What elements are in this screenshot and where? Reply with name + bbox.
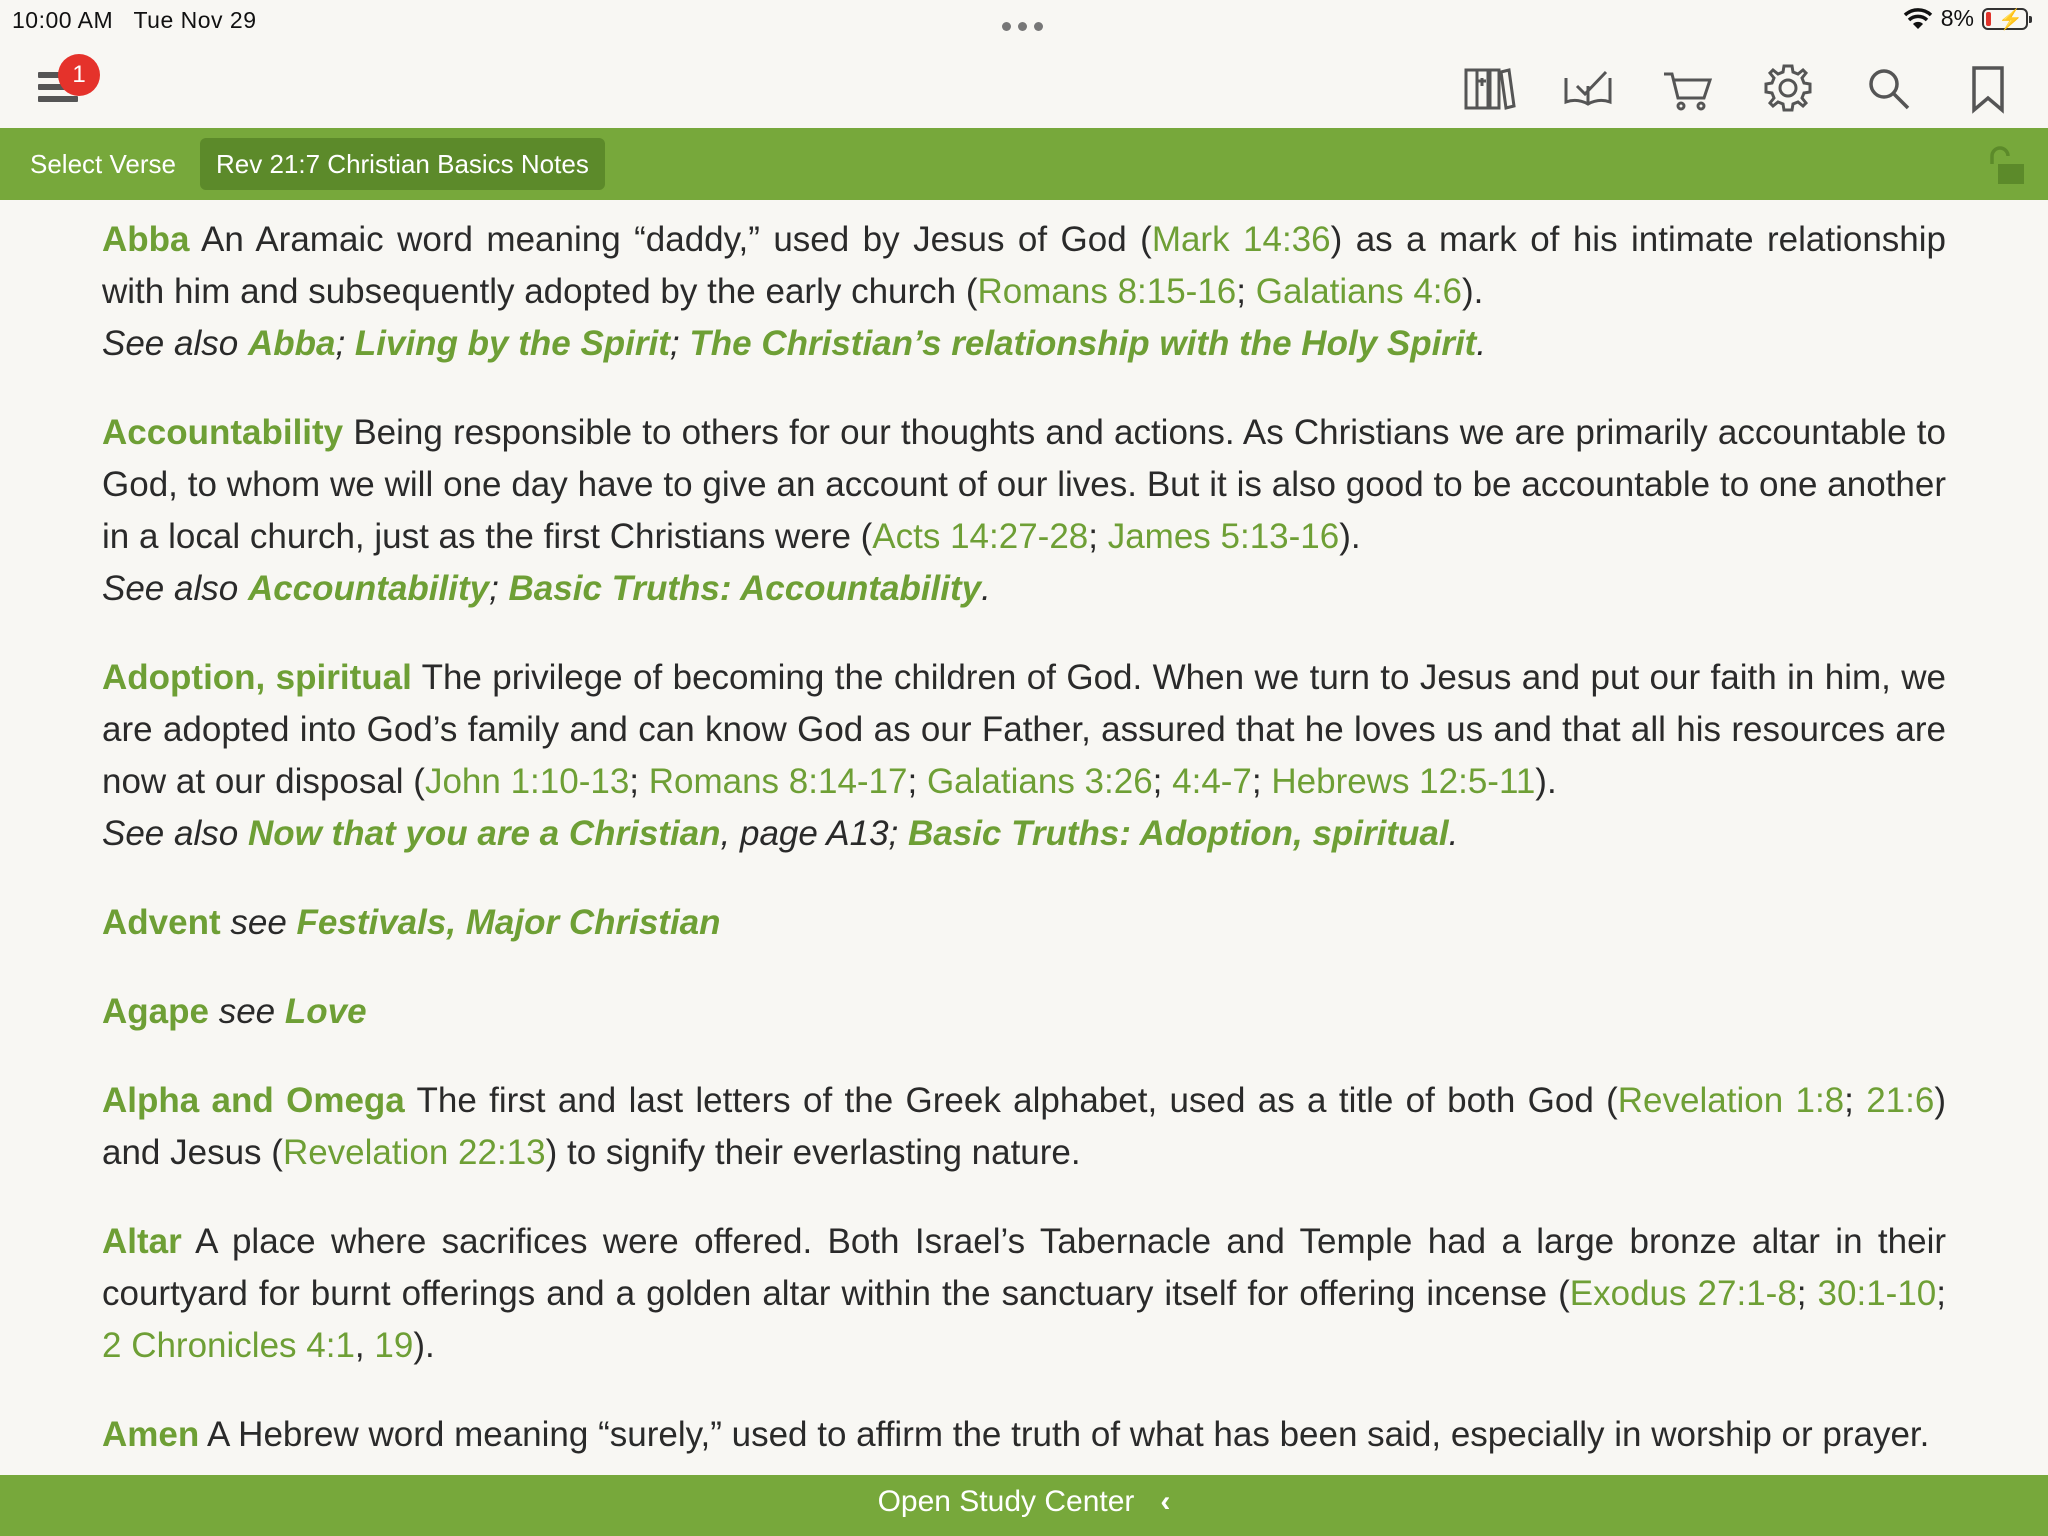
- status-time: 10:00 AM Tue Nov 29: [12, 7, 257, 33]
- entry-term[interactable]: Altar: [102, 1222, 182, 1261]
- scripture-link[interactable]: 21:6: [1866, 1081, 1935, 1120]
- toolbar: [0, 42, 2048, 128]
- gear-icon[interactable]: [1760, 60, 1816, 116]
- entry-term[interactable]: Advent: [102, 903, 221, 942]
- entry-term[interactable]: Abba: [102, 220, 190, 259]
- entry-alpha-and-omega: Alpha and Omega The first and last letters of the Greek alphabet, used as a title of both God (Revelation 1:8; 21:6) and Jesus (Revelation 22:13) to signify their everlasting nature.: [102, 1081, 1946, 1172]
- reading-plan-icon[interactable]: [1560, 60, 1616, 116]
- entry-term[interactable]: Alpha and Omega: [102, 1081, 405, 1120]
- scripture-link[interactable]: Mark 14:36: [1151, 220, 1331, 259]
- unlock-icon[interactable]: [1984, 144, 2028, 188]
- open-study-center-button[interactable]: Open Study Center ‹: [877, 1485, 1171, 1518]
- scripture-link[interactable]: John 1:10-13: [424, 762, 630, 801]
- bookmark-icon[interactable]: [1960, 60, 2016, 116]
- see-also-link[interactable]: Love: [284, 992, 367, 1031]
- scripture-link[interactable]: Revelation 22:13: [282, 1133, 546, 1172]
- entry-term[interactable]: Adoption, spiritual: [102, 658, 412, 697]
- cart-icon[interactable]: [1660, 60, 1716, 116]
- scripture-link[interactable]: Revelation 1:8: [1617, 1081, 1845, 1120]
- resource-tab[interactable]: Rev 21:7 Christian Basics Notes: [200, 138, 605, 190]
- see-also-link[interactable]: Basic Truths: Adoption, spiritual: [908, 814, 1449, 853]
- scripture-link[interactable]: Romans 8:14-17: [648, 762, 908, 801]
- status-indicators: [1903, 5, 2028, 32]
- see-also: See also Abba; Living by the Spirit; The Christian’s relationship with the Holy Spirit.: [102, 324, 1487, 363]
- scripture-link[interactable]: 2 Chronicles 4:1: [102, 1326, 355, 1365]
- see-also-link[interactable]: Now that you are a Christian: [247, 814, 721, 853]
- scripture-link[interactable]: Galatians 4:6: [1255, 272, 1462, 311]
- entry-term[interactable]: Agape: [102, 992, 209, 1031]
- scripture-link[interactable]: 19: [374, 1326, 414, 1365]
- see-also-link[interactable]: Abba: [247, 324, 336, 363]
- status-bar: [0, 0, 2048, 42]
- entry-term[interactable]: Amen: [102, 1415, 200, 1454]
- search-icon[interactable]: [1860, 60, 1916, 116]
- entry-agape: Agape see Love: [102, 992, 367, 1031]
- scripture-link[interactable]: Romans 8:15-16: [977, 272, 1237, 311]
- scripture-link[interactable]: Galatians 3:26: [926, 762, 1153, 801]
- chevron-left-icon: ‹: [1160, 1485, 1171, 1518]
- entry-amen: Amen A Hebrew word meaning “surely,” used to affirm the truth of what has been said, especially in worship or prayer.: [102, 1415, 1930, 1454]
- wifi-icon: [1903, 7, 1933, 31]
- study-center-bar[interactable]: [0, 1475, 2048, 1536]
- see-also: See also Now that you are a Christian, page A13; Basic Truths: Adoption, spiritual.: [102, 814, 1459, 853]
- entry-accountability: Accountability Being responsible to others for our thoughts and actions. As Christians we are primarily accountable to God, to whom we will one day have to give an account of our lives. But it is also good to be accountable to one another in a local church, just as the first Christians were (Acts 14:27-28; James 5:13-16). See also Accountability; Basic Truths: Accountability.: [102, 413, 1946, 608]
- library-icon[interactable]: [1460, 60, 1516, 116]
- battery-percent: 8%: [1940, 5, 1974, 31]
- scripture-link[interactable]: Hebrews 12:5-11: [1271, 762, 1536, 801]
- resource-nav-bar: [0, 128, 2048, 200]
- entry-term[interactable]: Accountability: [102, 413, 344, 452]
- entry-advent: Advent see Festivals, Major Christian: [102, 903, 721, 942]
- see-also-link[interactable]: Basic Truths: Accountability: [508, 569, 982, 608]
- multitasking-dots[interactable]: [1002, 22, 1043, 31]
- entry-abba: Abba An Aramaic word meaning “daddy,” used by Jesus of God (Mark 14:36) as a mark of his intimate relationship with him and subsequently adopted by the early church (Romans 8:15-16; Galatians 4:6). See also Abba; Living by the Spirit; The Christian’s relationship with the Holy Spirit.: [102, 220, 1946, 363]
- see-also-link[interactable]: Festivals, Major Christian: [296, 903, 721, 942]
- entry-adoption-spiritual: Adoption, spiritual The privilege of becoming the children of God. When we turn to Jesus and put our faith in him, we are adopted into God’s family and can know God as our Father, assured that he loves us and that all his resources are now at our disposal (John 1:10-13; Romans 8:14-17; Galatians 3:26; 4:4-7; Hebrews 12:5-11). See also Now that you are a Christian, page A13; Basic Truths: Adoption, spiritual.: [102, 658, 1946, 853]
- scripture-link[interactable]: James 5:13-16: [1107, 517, 1340, 556]
- see-also-link[interactable]: Accountability: [247, 569, 490, 608]
- select-verse-button[interactable]: Select Verse: [30, 149, 176, 179]
- scripture-link[interactable]: Acts 14:27-28: [872, 517, 1089, 556]
- see-also: See also Accountability; Basic Truths: Accountability.: [102, 569, 991, 608]
- notification-badge: 1: [58, 54, 100, 96]
- see-also-link[interactable]: Living by the Spirit: [354, 324, 670, 363]
- battery-icon: ⚡: [1982, 8, 2028, 30]
- glossary-content: [102, 200, 1946, 1475]
- scripture-link[interactable]: 30:1-10: [1817, 1274, 1937, 1313]
- entry-altar: Altar A place where sacrifices were offered. Both Israel’s Tabernacle and Temple had a large bronze altar in their courtyard for burnt offerings and a golden altar within the sanctuary itself for offering incense (Exodus 27:1-8; 30:1-10; 2 Chronicles 4:1, 19).: [102, 1222, 1946, 1365]
- scripture-link[interactable]: Exodus 27:1-8: [1569, 1274, 1797, 1313]
- scripture-link[interactable]: 4:4-7: [1172, 762, 1252, 801]
- see-also-link[interactable]: The Christian’s relationship with the Holy Spirit: [689, 324, 1477, 363]
